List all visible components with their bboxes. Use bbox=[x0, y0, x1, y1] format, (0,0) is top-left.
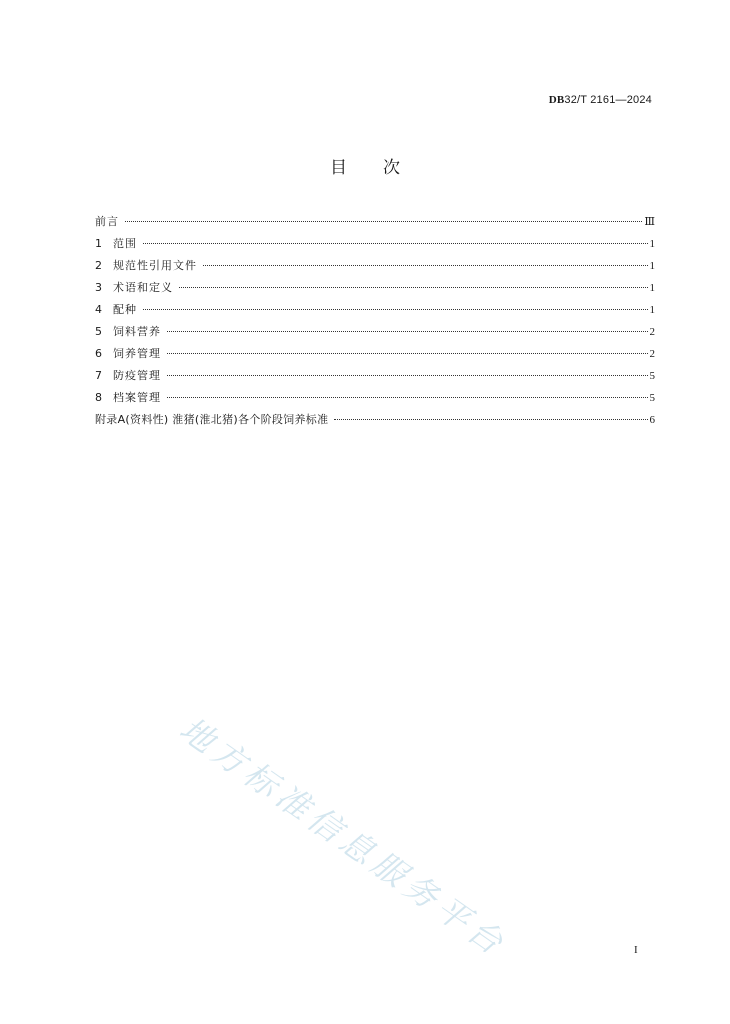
toc-entry-label: 术语和定义 bbox=[113, 281, 173, 294]
standard-code-number: 32/T 2161—2024 bbox=[564, 94, 652, 106]
toc-entry-page: 1 bbox=[649, 304, 655, 316]
toc-leader-dots bbox=[143, 309, 648, 310]
toc-entry-feeding-management[interactable] bbox=[95, 345, 655, 367]
toc-entry-page: 2 bbox=[649, 348, 655, 360]
toc-leader-dots bbox=[167, 331, 648, 332]
toc-entry-label: 饲料营养 bbox=[113, 325, 161, 338]
toc-entry-label: 档案管理 bbox=[113, 391, 161, 404]
toc-entry-label: 饲养管理 bbox=[113, 347, 161, 360]
toc-entry-label: 附录A(资料性) 淮猪(淮北猪)各个阶段饲养标准 bbox=[95, 413, 329, 426]
standard-code-prefix: DB bbox=[548, 94, 565, 106]
toc-entry-number: 7 bbox=[95, 369, 102, 382]
toc-entry-page: 1 bbox=[649, 282, 655, 294]
toc-entry-foreword[interactable] bbox=[95, 213, 655, 235]
toc-entry-page: 2 bbox=[649, 326, 655, 338]
toc-entry-page: 6 bbox=[649, 414, 655, 426]
toc-entry-label: 配种 bbox=[113, 303, 137, 316]
toc-leader-dots bbox=[203, 265, 648, 266]
toc-title-first-char: 目 bbox=[330, 158, 347, 178]
toc-entry-page: Ⅲ bbox=[644, 216, 655, 228]
toc-entry-label: 规范性引用文件 bbox=[113, 259, 197, 272]
toc-entry-number: 8 bbox=[95, 391, 102, 404]
standard-code bbox=[549, 94, 652, 106]
watermark-text: 地方标准信息服务平台 bbox=[172, 709, 515, 965]
table-of-contents bbox=[95, 213, 655, 433]
toc-leader-dots bbox=[334, 419, 647, 420]
toc-entry-number: 5 bbox=[95, 325, 102, 338]
toc-leader-dots bbox=[167, 353, 648, 354]
toc-entry-breeding[interactable] bbox=[95, 301, 655, 323]
toc-entry-appendix-a[interactable] bbox=[95, 411, 655, 433]
toc-entry-page: 1 bbox=[649, 238, 655, 250]
toc-entry-record-management[interactable] bbox=[95, 389, 655, 411]
toc-entry-number: 6 bbox=[95, 347, 102, 360]
toc-leader-dots bbox=[167, 375, 648, 376]
toc-entry-number: 3 bbox=[95, 281, 102, 294]
toc-title-second-char: 次 bbox=[383, 158, 400, 178]
toc-entry-number: 1 bbox=[95, 237, 102, 250]
toc-entry-terms-definitions[interactable] bbox=[95, 279, 655, 301]
toc-leader-dots bbox=[125, 221, 642, 222]
toc-entry-label: 防疫管理 bbox=[113, 369, 161, 382]
toc-entry-label: 范围 bbox=[113, 237, 137, 250]
toc-entry-page: 5 bbox=[649, 392, 655, 404]
toc-entry-page: 1 bbox=[649, 260, 655, 272]
toc-entry-normative-references[interactable] bbox=[95, 257, 655, 279]
toc-leader-dots bbox=[143, 243, 648, 244]
toc-leader-dots bbox=[167, 397, 648, 398]
toc-title bbox=[0, 153, 730, 178]
toc-entry-scope[interactable] bbox=[95, 235, 655, 257]
page-number: I bbox=[634, 944, 638, 956]
toc-leader-dots bbox=[179, 287, 648, 288]
toc-entry-epidemic-prevention[interactable] bbox=[95, 367, 655, 389]
toc-entry-feed-nutrition[interactable] bbox=[95, 323, 655, 345]
toc-entry-number: 4 bbox=[95, 303, 102, 316]
toc-entry-label: 前言 bbox=[95, 215, 119, 228]
toc-entry-number: 2 bbox=[95, 259, 102, 272]
toc-entry-page: 5 bbox=[649, 370, 655, 382]
